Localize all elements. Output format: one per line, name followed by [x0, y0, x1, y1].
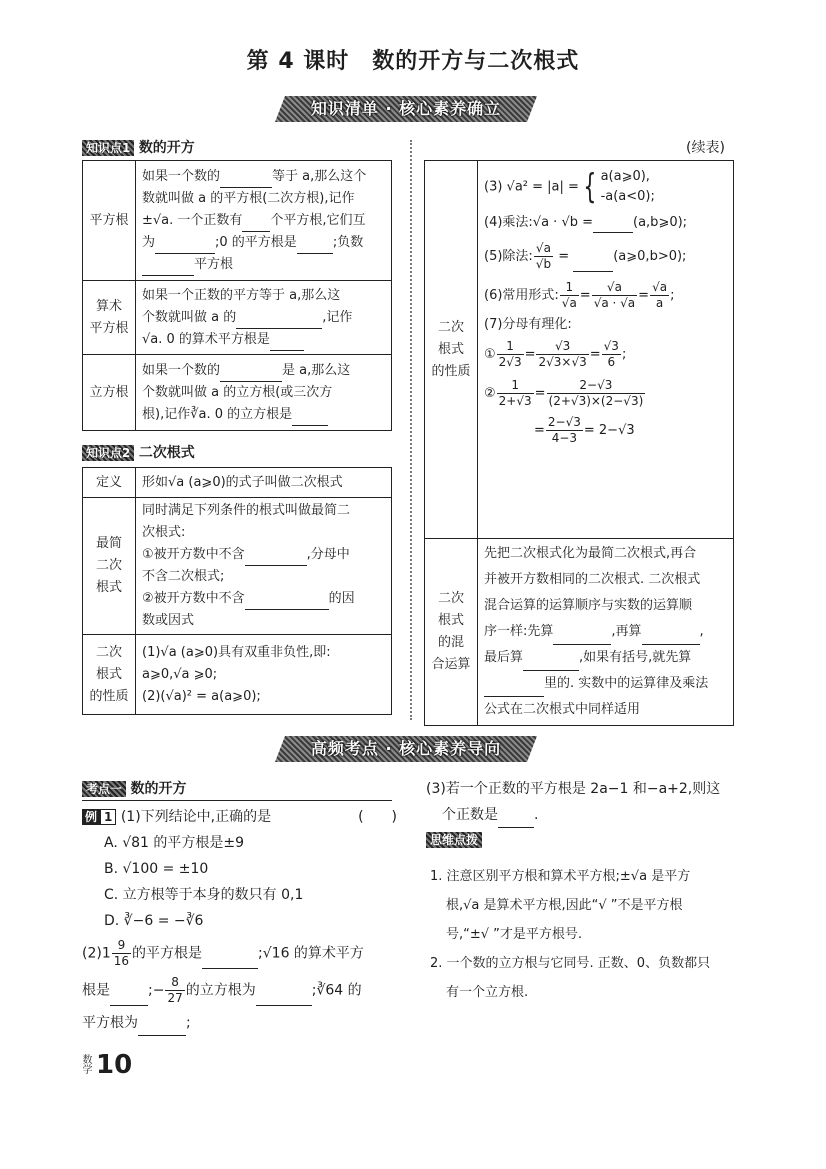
text: √a: [561, 296, 577, 310]
text: 1: [560, 280, 579, 296]
text: 公式在二次根式中同样适用: [484, 702, 641, 717]
text: ,再算: [611, 624, 642, 639]
text: 16: [113, 954, 130, 968]
text: (1)下列结论中,正确的是: [120, 809, 272, 825]
text: ①被开方数中不含: [142, 547, 245, 562]
text: 序一样:先算: [484, 624, 554, 639]
page-title: 第 4 课时 数的开方与二次根式: [246, 49, 580, 74]
text: 个正数是: [442, 807, 498, 823]
text: 次根式:: [142, 525, 186, 540]
text: 个数就叫做 a 的立方根(或三次方: [142, 384, 333, 400]
text: 合运算: [431, 657, 471, 672]
option-d: D. ∛−6 = −∛6: [104, 913, 204, 929]
k2-cell-props: [136, 635, 392, 715]
text: 1: [497, 378, 534, 394]
k2-label-simplest: [83, 498, 136, 635]
text: ②: [484, 386, 496, 401]
prop-3: (3) √a² = |a| = { a(a⩾0), -a(a<0);: [484, 167, 655, 207]
text: 2+√3: [498, 394, 532, 408]
text: 如果一个正数的平方等于 a,那么这: [142, 287, 341, 303]
text: 的性质: [89, 688, 129, 704]
text: 二次: [95, 644, 122, 660]
text: ;√16 的算术平方: [258, 945, 364, 962]
continued-label: (续表): [686, 140, 725, 156]
text: 最后算: [484, 650, 524, 665]
text: 里的. 实数中的运算律及乘法: [544, 676, 709, 691]
text: 同时满足下列条件的根式叫做最简二: [142, 503, 351, 518]
page-number: 10: [96, 1050, 133, 1080]
k2-label-props: [83, 635, 136, 715]
text: = 2−√3: [583, 423, 635, 438]
text: (a⩾0,b>0);: [613, 249, 687, 264]
right-cell-ops: [478, 539, 734, 726]
text: ,如果有括号,就先算: [579, 650, 692, 665]
tip-1-line3: 号,“±√ ”才是平方根号.: [446, 927, 583, 942]
text: (6)常用形式:: [484, 288, 559, 303]
text: √3: [536, 339, 588, 355]
prop-4: [484, 213, 727, 233]
text: 如果一个数的: [142, 168, 221, 184]
text: (a,b⩾0);: [633, 215, 688, 230]
tip-2-line2: 有一个立方根.: [446, 985, 529, 1000]
text: ±√a. 一个正数有: [142, 212, 243, 228]
text: ;0 的平方根是: [215, 234, 297, 250]
prop-7: (7)分母有理化:: [484, 317, 572, 332]
text: (2+√3)×(2−√3): [548, 394, 644, 408]
right-label-props: [425, 161, 478, 539]
text: 个数就叫做 a 的: [142, 309, 237, 325]
text: 根式: [437, 341, 464, 357]
text: 二次: [95, 558, 122, 573]
text: a(a⩾0),: [600, 169, 650, 184]
text: ;: [186, 1015, 191, 1031]
text: 先把二次根式化为最简二次根式,再合: [484, 546, 697, 561]
text: 的平方根是: [132, 945, 203, 962]
k1-tag: 知识点1: [82, 140, 134, 156]
text: 的混: [437, 635, 464, 650]
text: 8: [165, 975, 184, 991]
banner-text: 高频考点 · 核心素养导向: [310, 739, 502, 758]
text: √a. 0 的算术平方根是: [142, 331, 270, 347]
text: 个平方根,它们互: [270, 212, 366, 228]
text: 2√3×√3: [538, 355, 587, 369]
text: 混合运算的运算顺序与实数的运算顺: [484, 598, 693, 613]
text: ,记作: [322, 309, 353, 325]
k2-tag: 知识点2: [82, 445, 134, 461]
k1-cell-arith: [136, 281, 392, 355]
example-q2-line3: [82, 1010, 397, 1036]
tips-heading: [426, 832, 482, 848]
k1-label-arith: [83, 281, 136, 355]
text: (2)1: [82, 945, 111, 962]
rationalize-2: ② $\frac{1}{2+√3}$ = $\frac{2-√3}{(2+√3)\times(2-√3)}$: [484, 378, 644, 408]
text: 根),记作∛a. 0 的立方根是: [142, 406, 293, 422]
text: ,分母中: [306, 547, 350, 562]
text: 平方根为: [82, 1015, 138, 1031]
text: ;负数: [332, 234, 364, 250]
text: 为: [142, 234, 156, 250]
k2-heading: [82, 442, 195, 462]
text: (3)若一个正数的平方根是 2a−1 和−a+2,则这: [426, 781, 721, 797]
text: ①: [484, 347, 496, 362]
section-banner-exam: [275, 736, 537, 762]
text: .: [534, 807, 539, 823]
option-b: B. √100 = ±10: [104, 861, 209, 877]
text: ;: [670, 288, 675, 303]
text: 2−√3: [547, 415, 581, 429]
text: 等于 a,那么这个: [272, 168, 367, 184]
text: a⩾0,√a ⩾0;: [142, 666, 218, 682]
text: 的因: [328, 591, 355, 606]
text: 平方根: [194, 256, 234, 272]
option-c: C. 立方根等于本身的数只有 0,1: [104, 887, 304, 903]
text: a: [655, 296, 664, 310]
text: (2)(√a)² = a(a⩾0);: [142, 688, 261, 704]
k1-cell-cube: [136, 355, 392, 431]
prop-6: (6)常用形式: $\frac{1}{√a}$ = $\frac{√a}{√a \cdot √a}$ = $\frac{√a}{a}$ ;: [484, 280, 675, 310]
example-block: [82, 804, 397, 1036]
section-banner-knowledge: [275, 96, 537, 122]
right-label-ops: [425, 539, 478, 726]
k1-table: [82, 160, 392, 431]
rationalize-1: ① $\frac{1}{2√3}$ = $\frac{√3}{2√3\times√3}$ = $\frac{√3}{6}$ ;: [484, 339, 627, 369]
option-a: A. √81 的平方根是±9: [104, 835, 245, 851]
text: √a: [652, 280, 668, 294]
tip-1-line1: 1. 注意区别平方根和算术平方根;±√a 是平方: [430, 869, 691, 884]
text: 根式: [95, 580, 122, 595]
prop-5: (5)除法: $\frac{√a}{√b}$ = (a⩾0,b>0);: [484, 241, 687, 271]
example-q2-line2: [82, 975, 397, 1006]
k1-heading: [82, 137, 195, 157]
rationalize-2-result: = $\frac{2-√3}{4-3}$ = 2−√3: [534, 415, 635, 445]
k2-label-def: 定义: [83, 468, 136, 498]
text: 不含二次根式;: [142, 569, 225, 584]
k1-title: 数的开方: [138, 140, 195, 156]
text: 1: [497, 339, 524, 355]
text: √3: [603, 339, 619, 353]
text: 最简: [95, 536, 122, 551]
text: 的性质: [431, 363, 471, 379]
text: √a · √a: [593, 296, 636, 310]
text: 如果一个数的: [142, 362, 221, 378]
text: 根式: [437, 613, 464, 628]
tips-tag: 思维点拨: [426, 832, 482, 848]
text: √a: [534, 241, 553, 257]
text: 是 a,那么这: [282, 362, 351, 378]
text: 二次: [437, 591, 464, 606]
k2-title: 二次根式: [138, 445, 195, 461]
text: 数或因式: [142, 613, 195, 628]
k1-label-sqrt: 平方根: [83, 161, 136, 281]
k1-cell-sqrt: [136, 161, 392, 281]
column-divider: [410, 140, 412, 720]
text: 二次: [437, 319, 464, 335]
k2-table: [82, 467, 392, 715]
text: ;: [621, 347, 627, 362]
banner-text: 知识清单 · 核心素养确立: [310, 99, 502, 118]
k1-label-cube: 立方根: [83, 355, 136, 431]
text: (1)√a (a⩾0)具有双重非负性,即:: [142, 644, 331, 660]
exam-title: 数的开方: [130, 781, 187, 797]
text: 6: [607, 355, 616, 369]
text: 并被开方数相同的二次根式. 二次根式: [484, 572, 701, 587]
k2-cell-def: 形如√a (a⩾0)的式子叫做二次根式: [136, 468, 392, 498]
text: 2√3: [498, 355, 522, 369]
text: 27: [167, 991, 183, 1005]
text: ;−: [148, 982, 165, 999]
exam-heading: [82, 778, 392, 801]
text: 的立方根为: [185, 982, 256, 999]
tips-block: [430, 862, 736, 1007]
k2-cell-simplest: [136, 498, 392, 635]
text: 算术: [95, 298, 122, 314]
text: 4−3: [551, 431, 578, 445]
text: (4)乘法:√a · √b =: [484, 215, 594, 230]
text: √b: [535, 257, 552, 271]
text: ②被开方数中不含: [142, 591, 245, 606]
text: (3) √a² = |a| =: [484, 179, 579, 195]
example-q1: [82, 804, 397, 830]
text: 根是: [82, 982, 110, 999]
text: 数就叫做 a 的平方根(二次方根),记作: [142, 190, 355, 206]
text: -a(a<0);: [600, 189, 655, 204]
text: (5)除法:: [484, 249, 533, 264]
text: 2−√3: [547, 378, 646, 394]
example-label: 例: [82, 809, 100, 825]
text: 平方根: [89, 320, 129, 336]
text: 9: [112, 938, 131, 954]
tip-1-line2: 根,√a 是算术平方根,因此“√ ”不是平方根: [446, 898, 683, 913]
text: ;∛64 的: [311, 982, 362, 999]
example-q3: [426, 776, 736, 828]
right-cell-props: [478, 161, 734, 539]
text: ,: [699, 624, 704, 639]
example-number: 1: [100, 809, 116, 825]
text: √a: [592, 280, 637, 296]
example-q2-line1: [82, 938, 397, 969]
answer-paren: ( ): [358, 809, 397, 825]
exam-tag: 考点一: [82, 781, 126, 797]
right-table: [424, 160, 734, 726]
tip-2-line1: 2. 一个数的立方根与它同号. 正数、0、负数都只: [430, 956, 711, 971]
subject-label: 数学: [80, 1054, 91, 1074]
text: 根式: [95, 666, 122, 682]
